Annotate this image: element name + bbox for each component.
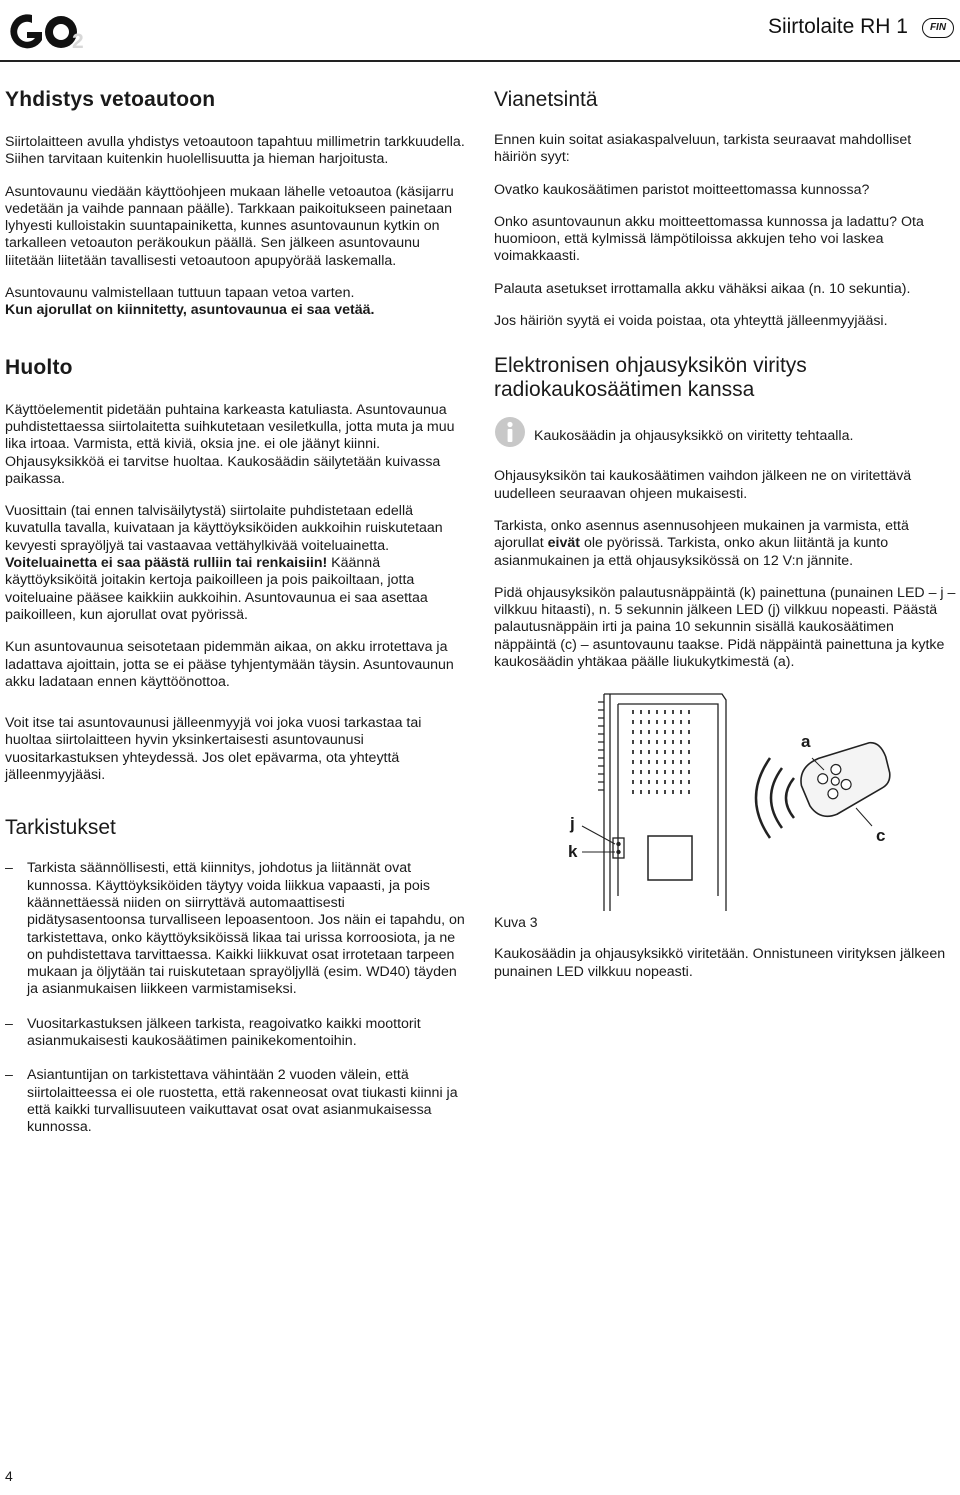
paragraph: Käyttöelementit pidetään puhtaina karkeasta katuliasta. Asuntovaunua puhdistettaessa siirtolaitetta suihkutetaan vesiletkulla, jotta muta ja muu lika irtoaa. Varmista, että kiviä, oksia jne. ei ole jäänyt kiinni. Ohjausyksikköä ei tarvitse huoltaa. Kaukosäädin säilytetään kuivassa paikassa.: [5, 401, 455, 487]
page-number: 4: [5, 1468, 13, 1484]
paragraph: Kun asuntovaunua seisotetaan pidemmän aikaa, on akku irrotettava ja ladattava ajoittain, jotta se ei pääse tyhjentymään täysin. Asuntovaunun akku ladataan ennen käyttöönottoa.: [5, 639, 454, 690]
figure-label-j: j: [570, 814, 575, 834]
inspection-list: [5, 860, 467, 1136]
note-text: Kaukosäädin ja ohjausyksikkö on viritetty tehtaalla.: [534, 428, 854, 445]
paragraph: Palauta asetukset irrottamalla akku vähäksi aikaa (n. 10 sekuntia).: [494, 280, 911, 297]
section-title-pairing: [494, 354, 956, 402]
paragraph-text: Vuosittain (tai ennen talvisäilytystä) siirtolaite puhdistetaan edellä kuvatulla tavalla, kuivataan ja käyttöyksiköiden aukkoihin ruiskutetaan kevyesti sprayöljyä tai vastaavaa vettähylkivää voiteluainetta.: [5, 503, 443, 554]
paragraph: [5, 285, 467, 320]
figure-caption: Kuva 3: [494, 914, 538, 931]
signal-waves: [756, 758, 794, 838]
paragraph: Voit itse tai asuntovaunusi jälleenmyyjä voi joka vuosi tarkastaa tai huoltaa siirtolaitteen hyvin yksinkertaisesti asuntovaunusi vuositarkastuksen yhteydessä. Jos olet epävarma, ota yhteyttä jälleenmyyjääsi.: [5, 715, 422, 784]
vent-grid: [632, 710, 690, 794]
warning-text: Voiteluainetta ei saa päästä rulliin tai renkaisiin!: [5, 555, 328, 572]
paragraph: Ohjausyksikön tai kaukosäätimen vaihdon jälkeen ne on viritettävä uudelleen seuraavan ohjeen mukaisesti.: [494, 468, 912, 502]
paragraph-text: Tarkista, onko asennus asennusohjeen mukainen ja varmista, että ajorullat: [494, 517, 909, 552]
left-column: [5, 88, 467, 1153]
section-title-inspections: Tarkistukset: [5, 816, 116, 840]
paragraph-text: Asuntovaunu valmistellaan tuttuun tapaan vetoa varten.: [5, 285, 355, 302]
figure-pairing: [494, 686, 956, 931]
page-header: [0, 0, 960, 62]
list-item: [5, 1067, 467, 1136]
section-title-maintenance: Huolto: [5, 355, 73, 379]
paragraph: Kaukosäädin ja ohjausyksikkö viritetään. Onnistuneen virityksen jälkeen punainen LED vilkkuu nopeasti.: [494, 946, 946, 980]
list-item: [5, 1016, 467, 1051]
paragraph: Siirtolaitteen avulla yhdistys vetoautoon tapahtuu millimetrin tarkkuudella. Siihen tarvitaan kuitenkin huolellisuutta ja hieman harjoitusta.: [5, 134, 465, 168]
section-title-coupling: Yhdistys vetoautoon: [5, 88, 216, 111]
list-item-text: Tarkista säännöllisesti, että kiinnitys, johdotus ja liitännät ovat kunnossa. Käyttöyksiköiden täytyy voida liikkua vapaasti, ja pois käännettäessä niiden on siirryttävä automaattisesti pidätysasentoonsa turvalliseen lepoasentoon. Jos näin ei tapahdu, on tarkistettava, onko käyttöyksiköissä likaa tai urissa korroosiota, ja ne on puhdistettava tarvittaessa. Kaikki liikkuvat osat irrotetaan tarpeen mukaan ja öljytään tai ruiskutetaan sprayöljyllä (esim. WD40) täyden ja asianmukaisen liikkeen varmistamiseksi.: [27, 860, 465, 998]
info-note: [494, 422, 956, 456]
warning-text: Kun ajorullat on kiinnitetty, asuntovaunua ei saa vetää.: [5, 302, 375, 319]
paragraph: [494, 518, 956, 570]
go2-logo: [6, 10, 88, 54]
list-item-text: Asiantuntijan on tarkistettava vähintään 2 vuoden välein, että siirtolaitteessa ei ole ruostetta, että rakenneosat ovat tiukasti kiinni ja että kaikki turvallisuuteen vaikuttavat osat ovat asianmukaisessa kunnossa.: [27, 1067, 458, 1136]
dash-bullet: –: [5, 1067, 13, 1084]
header-divider: [0, 60, 960, 62]
figure-label-c: c: [876, 826, 886, 846]
paragraph: Asuntovaunu viedään käyttöohjeen mukaan lähelle vetoautoa (käsijarru vedetään ja vaihde pannaan päälle). Tarkkaan paikoitukseen painetaan lyhyesti kulloistakin suuntapainiketta, kunnes asuntovaunun kytkin on tarkalleen vetoauton peräkoukun päällä. Sen jälkeen asuntovaunu liitetään liitetään tavallisesti vetoautoon apupyörää laskemalla.: [5, 183, 454, 269]
figure-label-a: a: [801, 732, 811, 752]
right-column: [494, 88, 956, 996]
dash-bullet: –: [5, 1015, 13, 1032]
list-item: [5, 860, 467, 998]
figure-label-k: k: [568, 842, 578, 862]
paragraph: Pidä ohjausyksikön palautusnäppäintä (k) painettuna (punainen LED – j – vilkkuu hitaasti), n. 5 sekunnin jälkeen LED (j) vilkkuu nopeasti. Päästä palautusnäppäin irti ja paina 10 sekunnin sisällä kaukosäätimen näppäintä (c) – asuntovaunu taakse. Pidä näppäintä painettuna ja kytke kaukosäädin yhtäkaa päälle liukukytkimestä (a).: [494, 584, 956, 671]
paragraph: Jos häiriön syytä ei voida poistaa, ota yhteyttä jälleenmyyjääsi.: [494, 313, 888, 330]
paragraph: Ennen kuin soitat asiakaspalveluun, tarkista seuraavat mahdolliset häiriön syyt:: [494, 132, 912, 166]
list-item-text: Vuositarkastuksen jälkeen tarkista, reagoivatko kaikki moottorit asianmukaisesti kaukosäätimen painikekomentoihin.: [27, 1015, 421, 1049]
language-badge: FIN: [922, 18, 954, 38]
title-line: Elektronisen ohjausyksikön viritys: [494, 354, 807, 378]
paragraph: Onko asuntovaunun akku moitteettomassa kunnossa ja ladattu? Ota huomioon, että kylmissä lämpötiloissa akkujen teho voi laskea voimakkaasti.: [494, 213, 924, 265]
emphasis-text: eivät: [547, 535, 580, 552]
section-title-troubleshooting: Vianetsintä: [494, 88, 598, 111]
paragraph: Ovatko kaukosäätimen paristot moitteettomassa kunnossa?: [494, 181, 870, 198]
title-line: radiokaukosäätimen kanssa: [494, 378, 755, 402]
control-unit-illustration: [494, 686, 956, 911]
paragraph-text: Käännä käyttöyksiköitä joitakin kertoja paikoilleen ja pois paikoiltaan, jotta voiteluaine pääsee kaikkiin aukkoihin. Asuntovaunua ei saa asettaa paikoilleen, kun ajorullat ovat pyörissä.: [5, 555, 428, 623]
info-icon: [494, 416, 526, 448]
paragraph: [5, 503, 467, 624]
document-title: Siirtolaite RH 1: [767, 15, 908, 38]
svg-text:2: 2: [72, 30, 84, 53]
dash-bullet: –: [5, 860, 13, 877]
paragraph-text: ole pyörissä. Tarkista, onko akun liitäntä ja kunto asianmukainen ja että ohjausyksikössä on 12 V:n jännite.: [494, 535, 889, 569]
